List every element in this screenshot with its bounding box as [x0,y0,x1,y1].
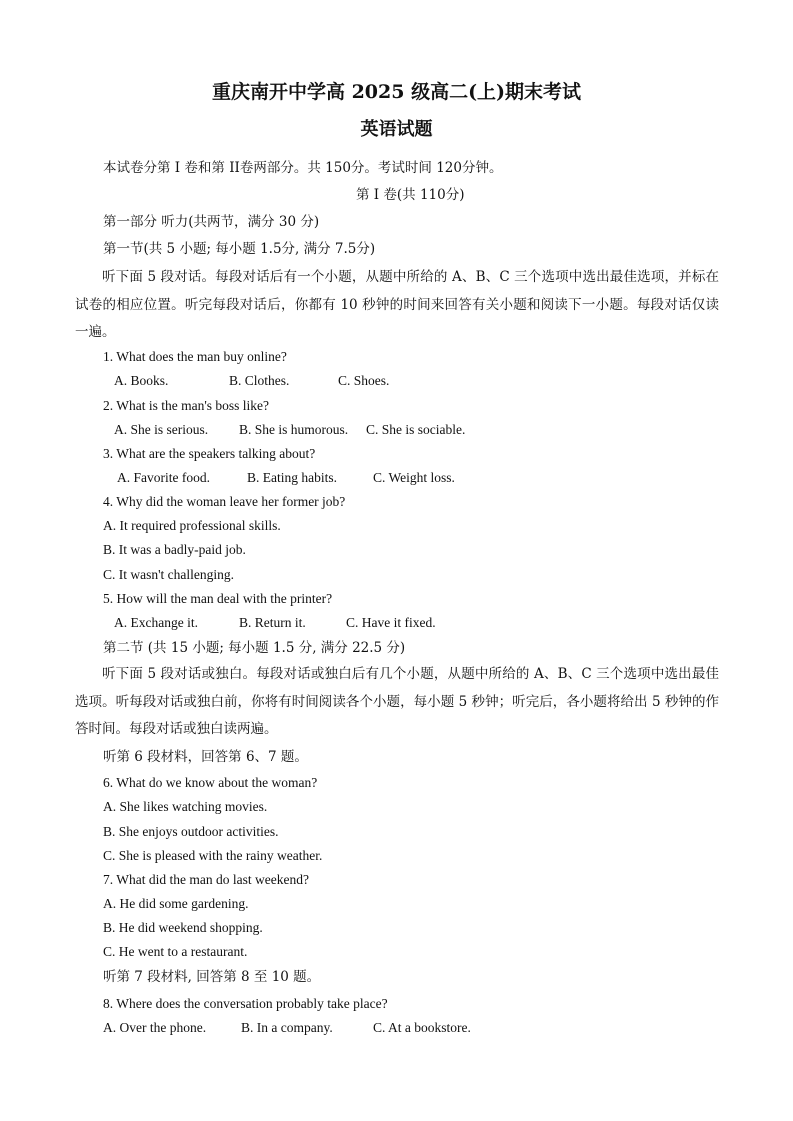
q5-option-a: A. Exchange it. [114,615,198,630]
q1-option-a: A. Books. [114,373,169,388]
section1-title: 第一节(共 5 小题; 每小题 1.5分, 满分 7.5分) [103,241,376,257]
exam-subtitle: 英语试题 [360,119,433,140]
question-8: 8. Where does the conversation probably take place? [103,996,388,1011]
section2-instructions: 听下面 5 段对话或独白。每段对话或独白后有几个小题，从题中所给的 A、B、C 三个选项中选出最佳选项。听每段对话或独白前，你将有时间阅读各个小题，每小题 5 秒钟；听完后，各小题将给出 5 秒钟的作答时间。每段对话或独白读两遍。 [75,666,719,737]
q7-option-c: C. He went to a restaurant. [103,944,248,959]
section2-title: 第二节 (共 15 小题; 每小题 1.5 分, 满分 22.5 分) [103,640,406,656]
q8-option-a: A. Over the phone. [103,1020,207,1035]
q1-option-b: B. Clothes. [229,373,290,388]
q4-option-a: A. It required professional skills. [103,518,281,533]
q5-option-c: C. Have it fixed. [346,615,436,630]
material-7-note: 听第 7 段材料, 回答第 8 至 10 题。 [103,969,321,985]
q6-option-b: B. She enjoys outdoor activities. [103,824,279,839]
question-4: 4. Why did the woman leave her former job? [103,494,346,509]
exam-intro: 本试卷分第 I 卷和第 II卷两部分。共 150分。考试时间 120分钟。 [103,160,503,176]
listening-title: 第一部分 听力(共两节，满分 30 分) [103,214,320,230]
material-6-note: 听第 6 段材料，回答第 6、7 题。 [103,749,308,765]
q3-option-b: B. Eating habits. [247,470,337,485]
q8-option-c: C. At a bookstore. [373,1020,471,1035]
q3-option-c: C. Weight loss. [373,470,455,485]
q2-option-a: A. She is serious. [114,422,209,437]
question-1: 1. What does the man buy online? [103,349,287,364]
q3-option-a: A. Favorite food. [117,470,210,485]
q5-option-b: B. Return it. [239,615,306,630]
question-6: 6. What do we know about the woman? [103,775,318,790]
q7-option-b: B. He did weekend shopping. [103,920,263,935]
q4-option-b: B. It was a badly-paid job. [103,542,246,557]
section1-instructions: 听下面 5 段对话。每段对话后有一个小题，从题中所给的 A、B、C 三个选项中选出最佳选项，并标在试卷的相应位置。听完每段对话后，你都有 10 秒钟的时间来回答有关小题和阅读下一小题。每段对话仅读一遍。 [75,269,719,340]
q2-option-b: B. She is humorous. [239,422,349,437]
q4-option-c: C. It wasn't challenging. [103,567,235,582]
part1-title: 第 I 卷(共 110分) [356,187,465,203]
q1-option-c: C. Shoes. [338,373,390,388]
exam-title: 重庆南开中学高 2025 级高二(上)期末考试 [211,81,582,103]
question-2: 2. What is the man's boss like? [103,398,270,413]
q2-option-c: C. She is sociable. [366,422,466,437]
q6-option-c: C. She is pleased with the rainy weather. [103,848,323,863]
q6-option-a: A. She likes watching movies. [103,799,268,814]
q7-option-a: A. He did some gardening. [103,896,249,911]
question-7: 7. What did the man do last weekend? [103,872,309,887]
question-3: 3. What are the speakers talking about? [103,446,316,461]
question-5: 5. How will the man deal with the printer? [103,591,333,606]
q8-option-b: B. In a company. [241,1020,333,1035]
